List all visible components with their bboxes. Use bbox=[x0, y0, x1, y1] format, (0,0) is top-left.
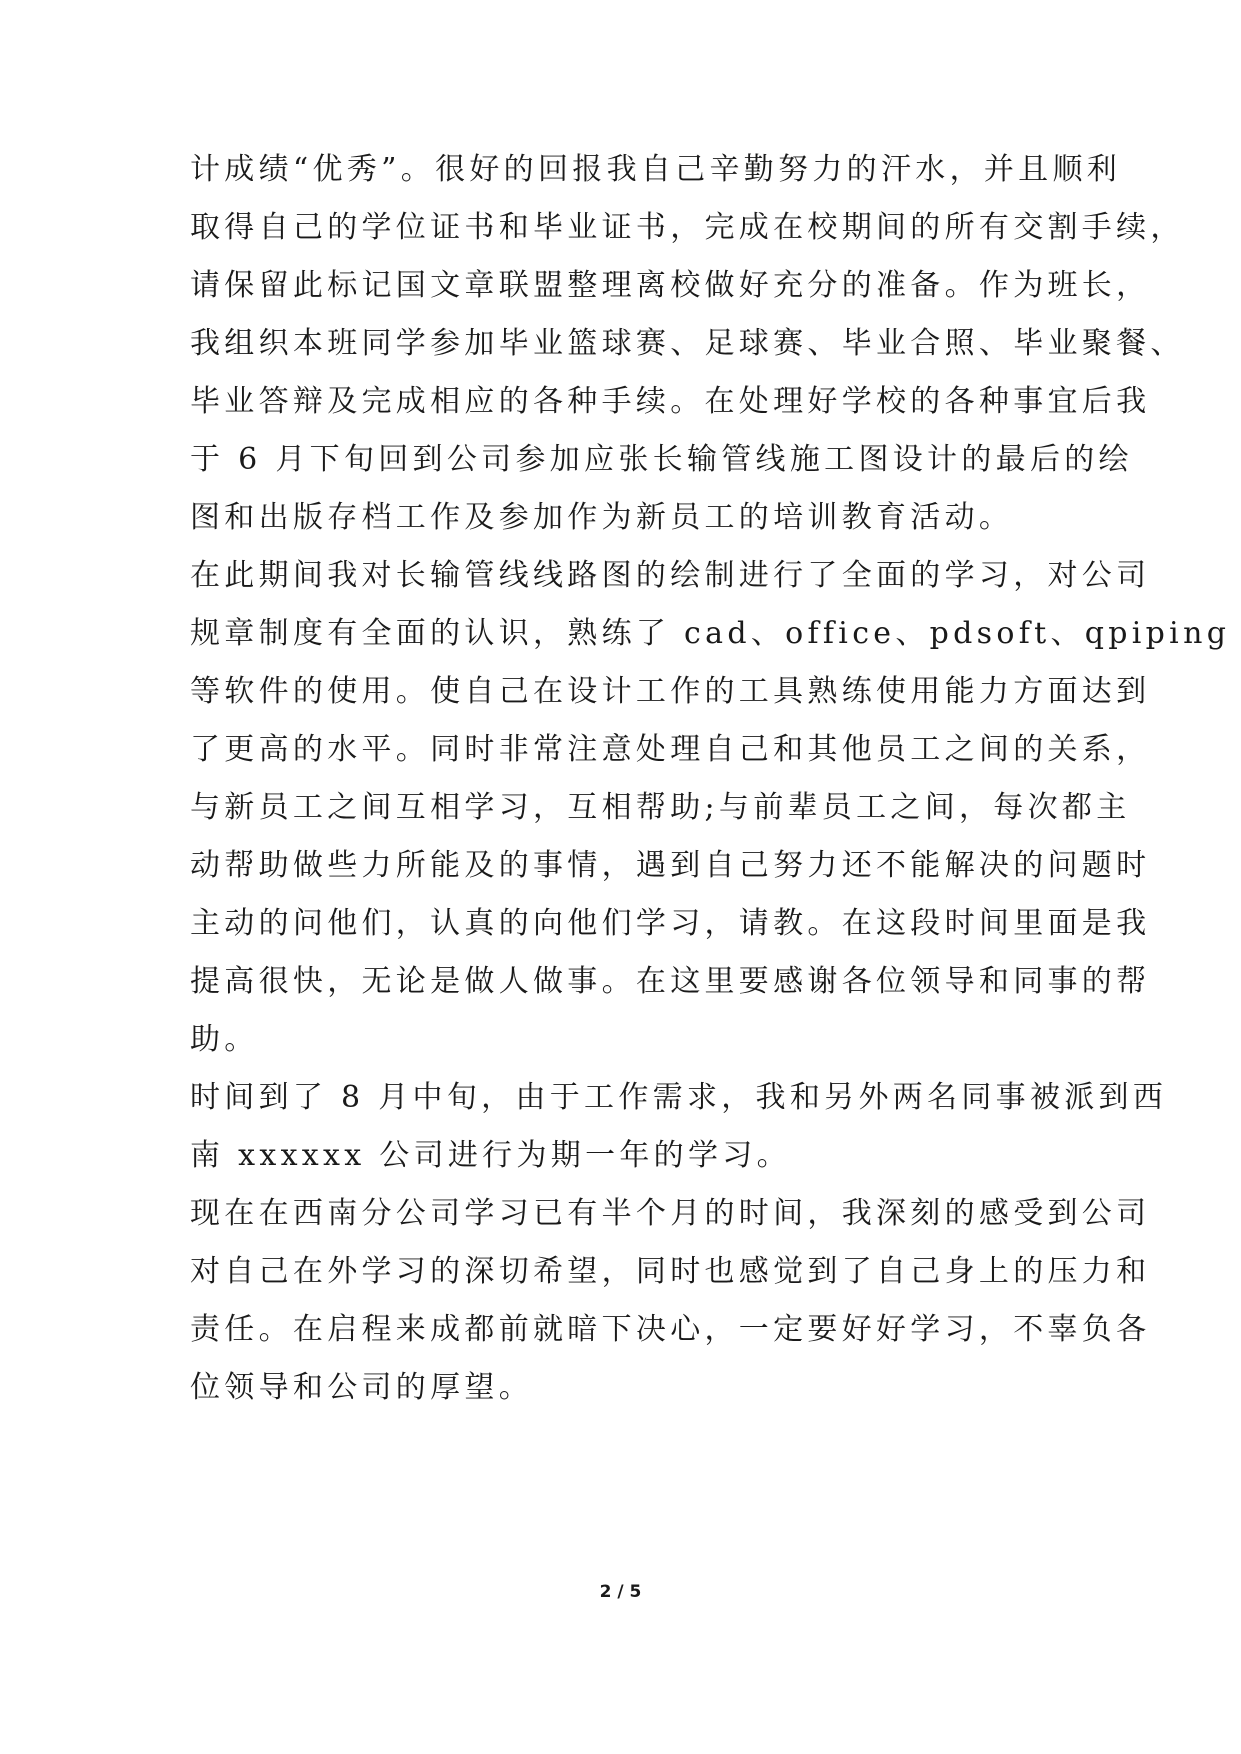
page-number: 2 / 5 bbox=[599, 1582, 642, 1602]
text-line-2: 取得自己的学位证书和毕业证书，完成在校期间的所有交割手续， bbox=[190, 210, 1185, 245]
text-line-8: 在此期间我对长输管线线路图的绘制进行了全面的学习，对公司 bbox=[190, 558, 1151, 593]
text-line-10: 等软件的使用。使自己在设计工作的工具熟练使用能力方面达到 bbox=[190, 674, 1151, 709]
text-line-20: 对自己在外学习的深切希望，同时也感觉到了自己身上的压力和 bbox=[190, 1254, 1151, 1289]
text-line-13: 动帮助做些力所能及的事情，遇到自己努力还不能解决的问题时 bbox=[190, 848, 1151, 883]
text-line-11: 了更高的水平。同时非常注意处理自己和其他员工之间的关系， bbox=[190, 732, 1151, 767]
text-line-15: 提高很快，无论是做人做事。在这里要感谢各位领导和同事的帮 bbox=[190, 964, 1151, 999]
text-line-5: 毕业答辩及完成相应的各种手续。在处理好学校的各种事宜后我 bbox=[190, 384, 1151, 419]
text-line-22: 位领导和公司的厚望。 bbox=[190, 1370, 533, 1405]
text-line-12: 与新员工之间互相学习，互相帮助;与前辈员工之间，每次都主 bbox=[190, 790, 1131, 825]
text-line-19: 现在在西南分公司学习已有半个月的时间，我深刻的感受到公司 bbox=[190, 1196, 1151, 1231]
text-line-14: 主动的问他们，认真的向他们学习，请教。在这段时间里面是我 bbox=[190, 906, 1151, 941]
text-line-16: 助。 bbox=[190, 1022, 259, 1057]
text-line-3: 请保留此标记国文章联盟整理离校做好充分的准备。作为班长， bbox=[190, 268, 1151, 303]
text-line-6: 于 6 月下旬回到公司参加应张长输管线施工图设计的最后的绘 bbox=[190, 442, 1133, 477]
text-line-17: 时间到了 8 月中旬，由于工作需求，我和另外两名同事被派到西 bbox=[190, 1080, 1168, 1115]
text-line-9: 规章制度有全面的认识，熟练了 cad、office、pdsoft、qpiping bbox=[190, 616, 1231, 651]
text-line-18: 南 xxxxxx 公司进行为期一年的学习。 bbox=[190, 1138, 791, 1173]
text-line-4: 我组织本班同学参加毕业篮球赛、足球赛、毕业合照、毕业聚餐、 bbox=[190, 326, 1185, 361]
text-line-1: 计成绩“优秀”。很好的回报我自己辛勤努力的汗水，并且顺利 bbox=[190, 152, 1122, 187]
text-line-21: 责任。在启程来成都前就暗下决心，一定要好好学习，不辜负各 bbox=[190, 1312, 1151, 1347]
text-line-7: 图和出版存档工作及参加作为新员工的培训教育活动。 bbox=[190, 500, 1014, 535]
